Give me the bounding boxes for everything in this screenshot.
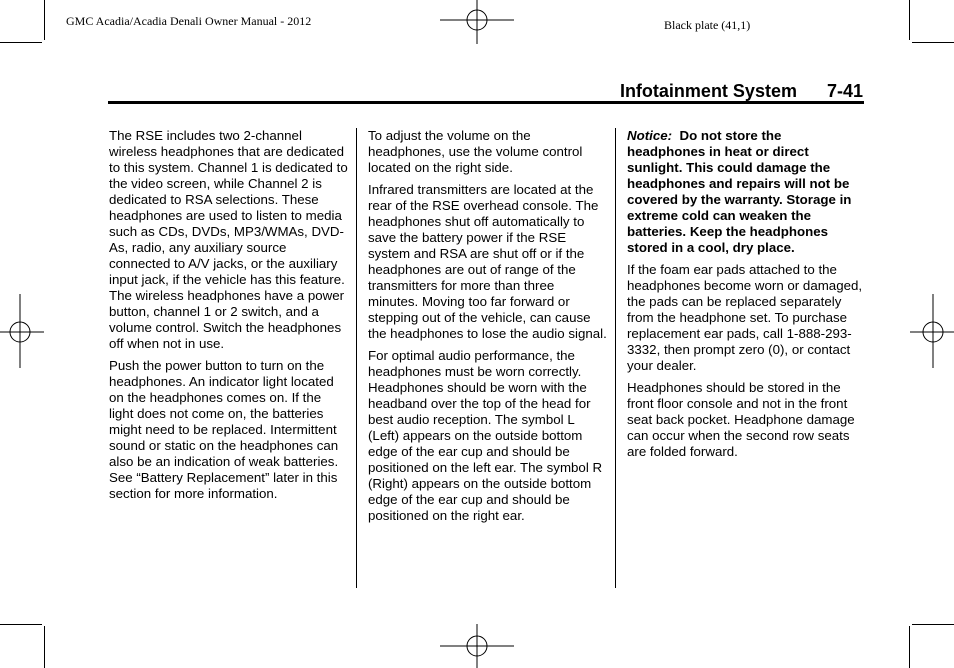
text-column-3 <box>627 128 863 466</box>
column-divider <box>615 128 616 588</box>
paragraph: If the foam ear pads attached to the headphones become worn or damaged, the pads can be replaced separately from the headphone set. To purchase replacement ear pads, call 1-888-293-3332, then prompt zero (0), or contact your dealer. <box>627 262 863 373</box>
section-title: Infotainment System <box>619 81 797 101</box>
notice <box>627 128 863 256</box>
plate-label: Black plate (41,1) <box>664 18 751 32</box>
registration-mark-left <box>0 294 46 370</box>
column-divider <box>356 128 357 588</box>
page-number: 7-41 <box>826 81 863 101</box>
manual-title: GMC Acadia/Acadia Denali Owner Manual - 2012 <box>66 14 312 28</box>
paragraph: Headphones should be stored in the front floor console and not in the front seat back pocket. Headphone damage can occur when the second row seats are folded forward. <box>627 380 855 459</box>
paragraph: To adjust the volume on the headphones, use the volume control located on the right side. <box>368 128 583 175</box>
registration-mark-bottom <box>440 624 516 668</box>
paragraph: Push the power button to turn on the headphones. An indicator light located on the headphones comes on. If the light does not come on, the batteries might need to be replaced. Intermittent sound or static on the headphones can also be an indication of weak batteries. See “Battery Replacement” later in this section for more information. <box>109 358 339 501</box>
text-column-2 <box>368 128 608 530</box>
header-rule <box>108 101 864 104</box>
section-header <box>520 80 863 102</box>
paragraph: For optimal audio performance, the headphones must be worn correctly. Headphones should be worn with the headband over the top of the head for best audio reception. The symbol L (Left) appears on the outside bottom edge of the ear cup and should be positioned on the left ear. The symbol R (Right) appears on the outside bottom edge of the ear cup and should be positioned on the right ear. <box>368 348 603 523</box>
text-column-1 <box>109 128 349 508</box>
notice-text: Do not store the headphones in heat or direct sunlight. This could damage the headphones and repairs will not be covered by the warranty. Storage in extreme cold can weaken the batteries. Keep the headphones stored in a cool, dry place. <box>627 128 852 255</box>
notice-label: Notice: <box>627 128 673 143</box>
paragraph: Infrared transmitters are located at the rear of the RSE overhead console. The headphones shut off automatically to save the battery power if the RSE system and RSA are shut off or if the headphones are out of range of the transmitters for more than three minutes. Moving too far forward or stepping out of the vehicle, can cause the headphones to lose the audio signal. <box>368 182 607 341</box>
paragraph: The RSE includes two 2-channel wireless headphones that are dedicated to this system. Channel 1 is dedicated to the video screen, while Channel 2 is dedicated to RSA selections. These headphones are used to listen to media such as CDs, DVDs, MP3/WMAs, DVD-As, radio, any auxiliary source connected to A/V jacks, or the auxiliary input jack, if the vehicle has this feature. The wireless headphones have a power button, channel 1 or 2 switch, and a volume control. Switch the headphones off when not in use. <box>109 128 348 351</box>
registration-mark-right <box>906 294 954 370</box>
registration-mark-top <box>440 0 516 46</box>
